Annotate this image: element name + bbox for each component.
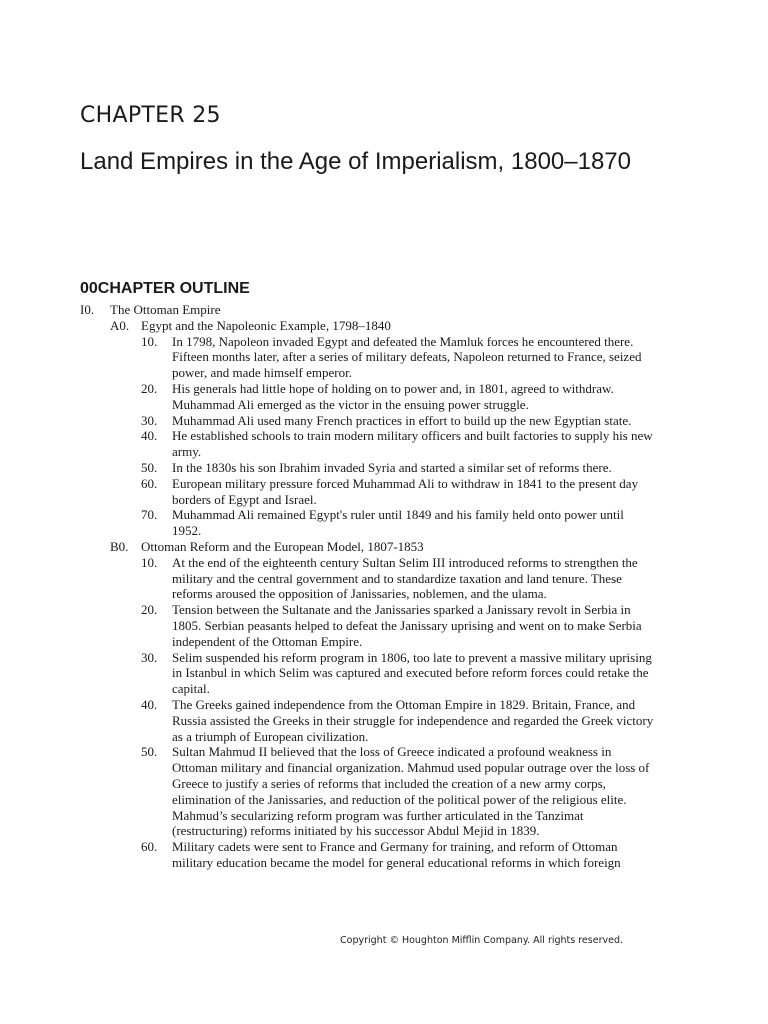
outline-item-number: 50. [141,744,158,760]
outline-item [0,302,768,318]
outline-item [0,839,768,871]
outline-item-text: Selim suspended his reform program in 1806, too late to prevent a massive military uprising in Istanbul in which Selim was captured and executed before reform forces could retake the capital. [172,649,652,697]
outline-item-text: He established schools to train modern military officers and built factories to supply his new army. [172,428,653,460]
outline-item-number: 10. [141,333,158,349]
outline-item [0,555,768,602]
outline-item [0,428,768,460]
outline-item-text: Military cadets were sent to France and Germany for training, and reform of Ottoman military education became the model for general educational reforms in which foreign [172,839,621,870]
outline-item-text: At the end of the eighteenth century Sultan Selim III introduced reforms to strengthen the military and the central government and to standardize taxation and land tenure. These reforms aroused the opposition of Janissaries, noblemen, and the ulama. [172,554,638,602]
outline-item-number: 60. [141,839,158,855]
outline-item-text: European military pressure forced Muhammad Ali to withdraw in 1841 to the present day borders of Egypt and Israel. [172,475,639,507]
outline-item-number: B0. [110,538,129,554]
outline-item [0,507,768,539]
outline-item-text: Sultan Mahmud II believed that the loss of Greece indicated a profound weakness in Ottoman military and financial organization. Mahmud used popular outrage over the loss of Greece to justify a series of reforms that included the creation of a new army corps, elimination of the Janissaries, and reduction of the political power of the religious elite. Mahmud’s secularizing reform program was further articulated in the Tanzimat (restructuring) reforms initiated by his successor Abdul Mejid in 1839. [172,744,650,839]
copyright-footer: Copyright © Houghton Mifflin Company. All rights reserved. [340,935,623,946]
outline-item-text: Tension between the Sultanate and the Janissaries sparked a Janissary revolt in Serbia in 1805. Serbian peasants helped to defeat the Janissary uprising and went on to make Serbia independent of the Ottoman Empire. [172,602,642,649]
outline-item-number: 40. [141,428,158,444]
outline-item-text: Muhammad Ali remained Egypt's ruler until 1849 and his family held onto power until 1952. [172,507,624,539]
outline-item-number: 30. [141,649,158,665]
outline-item-text: The Greeks gained independence from the Ottoman Empire in 1829. Britain, France, and Russia assisted the Greeks in their struggle for independence and regarded the Greek victory as a triumph of European civilization. [172,696,654,744]
outline-item [0,539,768,555]
outline-item-number: 30. [141,412,158,428]
outline-item-number: I0. [80,302,95,317]
outline-item [0,744,768,839]
chapter-outline [0,302,768,871]
outline-item [0,697,768,744]
outline-item [0,476,768,508]
outline-item [0,334,768,381]
outline-item-text: In 1798, Napoleon invaded Egypt and defeated the Mamluk forces he encountered there. Fifteen months later, after a series of military defeats, Napoleon returned to France, seized power, and made himself emperor. [172,333,642,381]
outline-item-number: 40. [141,696,158,712]
outline-item-number: 20. [141,602,158,618]
outline-item-text: His generals had little hope of holding on to power and, in 1801, agreed to withdraw. Muhammad Ali emerged as the victor in the ensuing power struggle. [172,380,614,412]
outline-item-number: 50. [141,459,158,475]
outline-item-number: A0. [110,317,130,333]
outline-item-text: Egypt and the Napoleonic Example, 1798–1840 [141,317,391,333]
outline-heading: 00CHAPTER OUTLINE [80,280,250,297]
outline-item-text: Ottoman Reform and the European Model, 1807-1853 [141,538,424,554]
outline-item-text: In the 1830s his son Ibrahim invaded Syria and started a similar set of reforms there. [172,459,612,475]
outline-item [0,381,768,413]
outline-item [0,650,768,697]
outline-item-text: The Ottoman Empire [110,302,221,317]
outline-item [0,602,768,649]
outline-item [0,318,768,334]
chapter-label: CHAPTER 25 [80,103,221,128]
outline-item-text: Muhammad Ali used many French practices in effort to build up the new Egyptian state. [172,412,632,428]
outline-item [0,413,768,429]
outline-item-number: 60. [141,475,158,491]
outline-item-number: 20. [141,380,158,396]
outline-item-number: 70. [141,507,158,523]
chapter-title: Land Empires in the Age of Imperialism, 1800–1870 [80,148,632,175]
outline-item [0,460,768,476]
outline-item-number: 10. [141,554,158,570]
